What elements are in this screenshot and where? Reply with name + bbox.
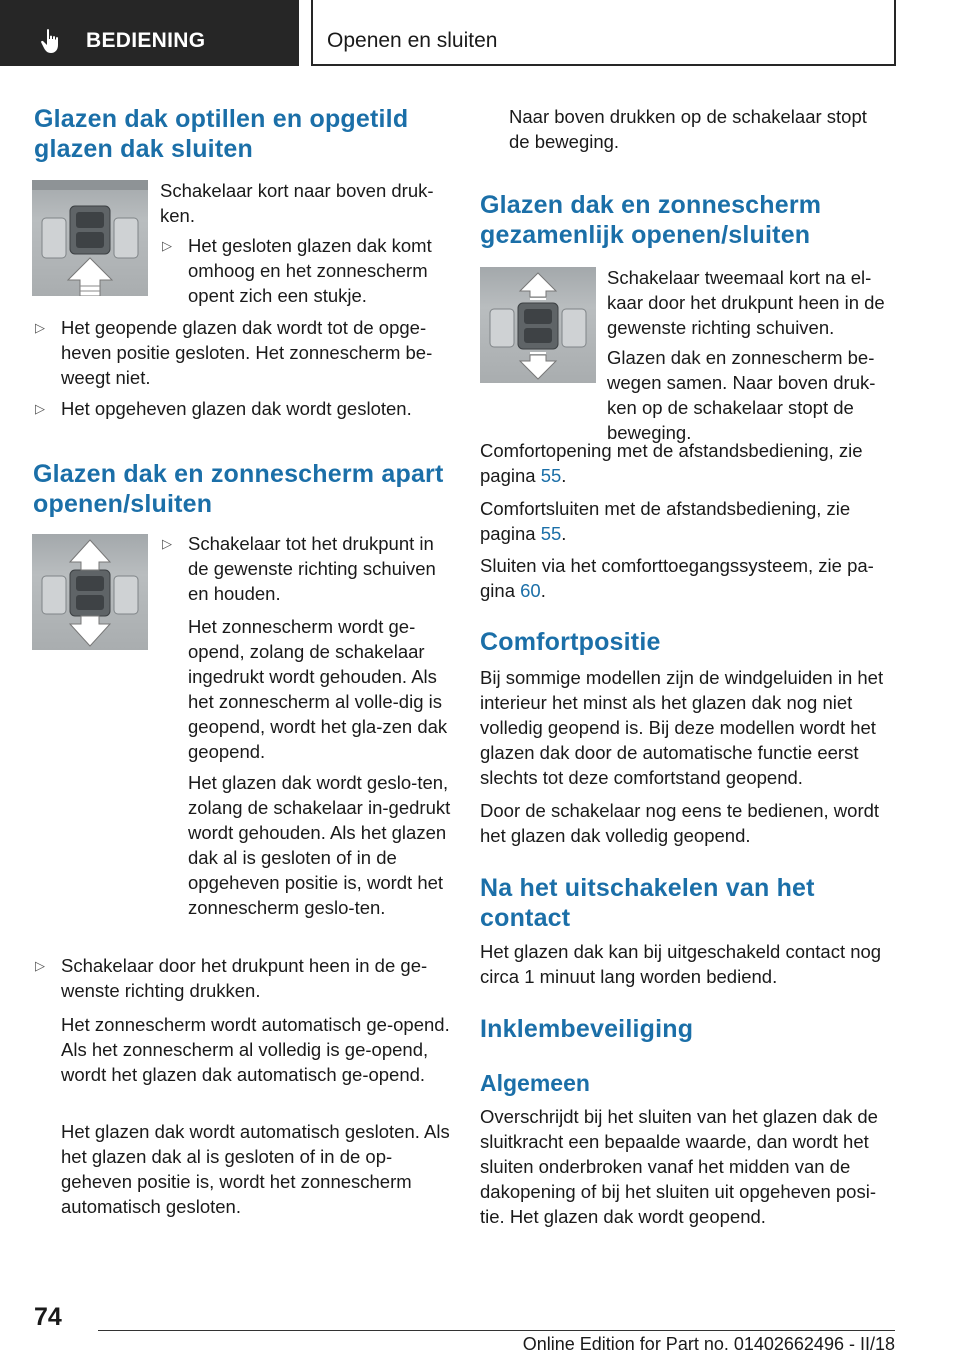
page-link-55-a[interactable]: 55 <box>540 465 562 486</box>
s1-bullet-1: ▷ Het gesloten glazen dak komt omhoog en het zonnescherm opent zich een stukje. <box>160 233 450 308</box>
s7-para-1: Overschrijdt bij het sluiten van het glazen dak de sluitkracht een bepaalde waarde, dan wordt het sluiten onderbroken vanaf het midden van de dakopening of bij het sluiten uit opgeheven posi-tie. Het glazen dak wordt geopend. <box>480 1106 878 1227</box>
period-a: . <box>561 465 567 486</box>
para-comforttoegang <box>480 553 897 603</box>
heading-apart-openen: Glazen dak en zonnescherm apart openen/sluiten <box>33 460 444 518</box>
para-comfortsluiten <box>480 496 897 546</box>
heading-gezamenlijk: Glazen dak en zonnescherm gezamenlijk openen/sluiten <box>480 191 822 249</box>
s2-para-4: Het glazen dak wordt automatisch gesloten. Als het glazen dak al is gesloten of in de op-geheven positie is, wordt het zonnescherm automatisch gesloten. <box>61 1121 450 1217</box>
s1-intro: Schakelaar kort naar boven druk-ken. <box>160 180 434 226</box>
page-link-55-b[interactable]: 55 <box>540 523 562 544</box>
s5-para-1: Het glazen dak kan bij uitgeschakeld contact nog circa 1 minuut lang worden bediend. <box>480 941 882 987</box>
comfortsluiten-text: Comfortsluiten met de afstandsbediening, zie pagina <box>480 498 851 544</box>
section-label: BEDIENING <box>86 29 206 52</box>
hand-pointer-icon <box>40 28 64 54</box>
heading-glazen-dak-optillen: Glazen dak optillen en opgetild glazen dak sluiten <box>34 105 409 163</box>
heading-comfortpositie: Comfortpositie <box>480 628 661 656</box>
heading-uitschakelen: Na het uitschakelen van het contact <box>480 874 815 932</box>
s1-bullet-3: ▷ Het opgeheven glazen dak wordt gesloten. <box>33 396 451 421</box>
heading-algemeen: Algemeen <box>480 1070 590 1096</box>
cont-para: Naar boven drukken op de schakelaar stopt de beweging. <box>509 106 867 152</box>
page-number: 74 <box>34 1303 62 1331</box>
comforttoegang-text: Sluiten via het comforttoegangssysteem, zie pa-gina <box>480 555 874 601</box>
header-title-box <box>311 0 896 66</box>
s3-para-1: Schakelaar tweemaal kort na el-kaar door het drukpunt heen in de gewenste richting schuiven. <box>607 267 885 338</box>
roof-switch-updown-illustration <box>32 534 148 650</box>
s4-para-1: Bij sommige modellen zijn de windgeluiden in het interieur het minst als het glazen dak nog niet volledig geopend is. Bij deze modellen wordt het glazen dak door de automatische functie eerst slechts tot deze comfortstand geopend. <box>480 667 884 788</box>
s4-para-2: Door de schakelaar nog eens te bedienen, wordt het glazen dak volledig geopend. <box>480 800 880 846</box>
chapter-title: Openen en sluiten <box>327 29 498 52</box>
s2-para-3: Het zonnescherm wordt automatisch ge-opend. Als het zonnescherm al volledig is ge-opend, wordt het glazen dak automatisch ge-opend. <box>61 1014 450 1085</box>
s3-para-2: Glazen dak en zonnescherm be-wegen samen. Naar boven druk-ken op de schakelaar stopt de beweging. <box>607 347 876 443</box>
s2-para-2: Het glazen dak wordt geslo-ten, zolang de schakelaar in-gedrukt wordt gehouden. Als het glazen dak al is gesloten of in de opgeheven positie is, wordt het zonnescherm geslo-ten. <box>188 772 451 918</box>
para-comfortopening <box>480 438 897 488</box>
heading-inklembeveiliging: Inklembeveiliging <box>480 1015 694 1043</box>
period-b: . <box>561 523 567 544</box>
comfortopening-text: Comfortopening met de afstandsbediening, zie pagina <box>480 440 863 486</box>
heading-lift-roof <box>34 104 449 164</box>
period-c: . <box>540 580 546 601</box>
footer-divider <box>98 1330 895 1331</box>
page-link-60[interactable]: 60 <box>520 580 541 601</box>
section-tab <box>0 0 299 66</box>
switch-image-up <box>32 180 148 296</box>
edition-text: Online Edition for Part no. 01402662496 - II/18 <box>522 1334 895 1354</box>
s2-bullet-1: ▷ Schakelaar tot het drukpunt in de gewenste richting schuiven en houden. <box>160 531 452 606</box>
s1-bullet-2: ▷ Het geopende glazen dak wordt tot de opge-heven positie gesloten. Het zonnescherm be-weegt niet. <box>33 315 451 390</box>
switch-image-updown <box>32 534 148 650</box>
s2-bullet-2: ▷ Schakelaar door het drukpunt heen in de ge-wenste richting drukken. <box>33 953 451 1003</box>
roof-switch-up-illustration <box>32 180 148 296</box>
s2-para-1: Het zonnescherm wordt ge-opend, zolang de schakelaar ingedrukt wordt gehouden. Als het zonnescherm al volle-dig is geopend, wordt het gla-zen dak geopend. <box>188 616 448 762</box>
